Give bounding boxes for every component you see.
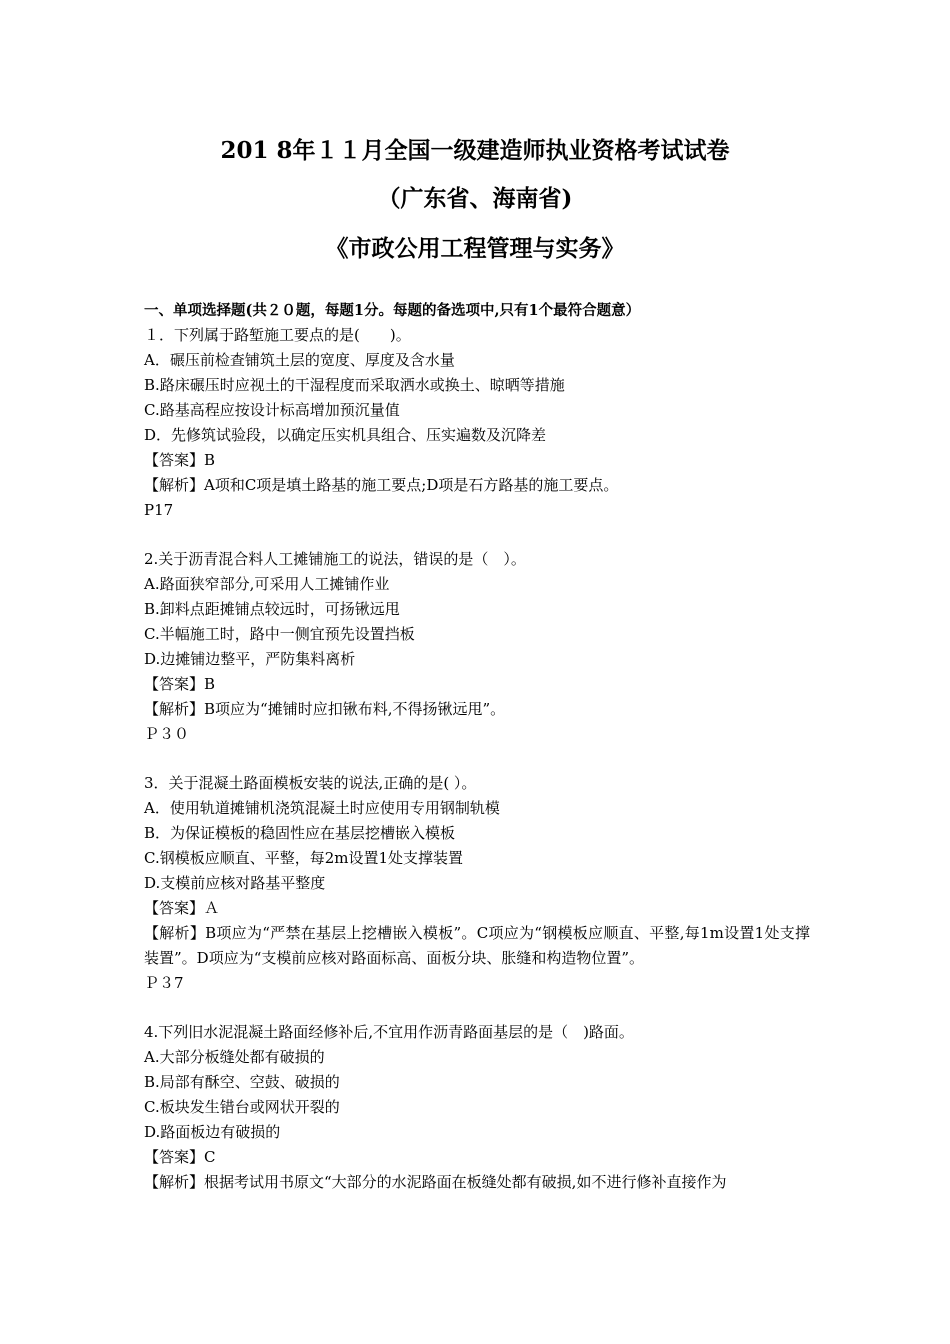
analysis: 【解析】A项和C项是填土路基的施工要点;D项是石方路基的施工要点。 — [144, 476, 619, 494]
page-reference: P17 — [144, 501, 174, 519]
analysis: 【解析】根据考试用书原文“大部分的水泥路面在板缝处都有破损,如不进行修补直接作为 — [144, 1173, 727, 1191]
page-reference: Ｐ３7 — [144, 974, 184, 992]
option-d: D．先修筑试验段，以确定压实机具组合、压实遍数及沉降差 — [144, 426, 547, 444]
section-heading: 一、单项选择题(共２０题，每题1分。每题的备选项中,只有1个最符合题意） — [144, 302, 641, 319]
option-b: B．为保证模板的稳固性应在基层挖槽嵌入模板 — [144, 824, 456, 842]
exam-region: （广东省、海南省) — [377, 185, 573, 212]
analysis: 【解析】B项应为“摊铺时应扣锹布料,不得扬锹远甩”。 — [144, 700, 506, 718]
option-b: B.局部有酥空、空鼓、破损的 — [144, 1073, 340, 1091]
spacer — [144, 996, 810, 1020]
question-3 — [144, 771, 810, 996]
option-a: A．使用轨道摊铺机浇筑混凝土时应使用专用钢制轨模 — [144, 799, 500, 817]
answer: 【答案】Ａ — [144, 899, 220, 917]
question-2 — [144, 547, 810, 747]
exam-subject: 《市政公用工程管理与实务》 — [325, 235, 625, 262]
page-reference: Ｐ３０ — [144, 725, 190, 743]
option-c: C.钢模板应顺直、平整，每2m设置1处支撑装置 — [144, 849, 464, 867]
spacer — [144, 523, 810, 547]
option-d: D.支模前应核对路基平整度 — [144, 874, 326, 892]
option-a: A.路面狭窄部分,可采用人工摊铺作业 — [144, 575, 390, 593]
option-b: B.卸料点距摊铺点较远时，可扬锹远甩 — [144, 600, 400, 618]
option-a: A.大部分板缝处都有破损的 — [144, 1048, 325, 1066]
question-stem: 3．关于混凝土路面模板安装的说法,正确的是( ）。 — [144, 774, 477, 792]
option-b: B.路床碾压时应视土的干湿程度而采取洒水或换土、晾晒等措施 — [144, 376, 565, 394]
spacer — [144, 747, 810, 771]
answer: 【答案】B — [144, 451, 216, 469]
answer: 【答案】C — [144, 1148, 216, 1166]
option-c: C.半幅施工时，路中一侧宜预先设置挡板 — [144, 625, 415, 643]
question-4 — [144, 1020, 810, 1195]
question-stem: １．下列属于路堑施工要点的是( )。 — [144, 326, 411, 344]
option-c: C.板块发生错台或网状开裂的 — [144, 1098, 340, 1116]
question-list — [144, 323, 810, 1195]
answer: 【答案】B — [144, 675, 216, 693]
option-a: A．碾压前检查铺筑土层的宽度、厚度及含水量 — [144, 351, 455, 369]
option-c: C.路基高程应按设计标高增加预沉量值 — [144, 401, 400, 419]
exam-title: 201 8年１１月全国一级建造师执业资格考试试卷 — [220, 137, 730, 164]
option-d: D.路面板边有破损的 — [144, 1123, 281, 1141]
question-stem: 2.关于沥青混合料人工摊铺施工的说法，错误的是（ ）。 — [144, 550, 526, 568]
question-stem: 4.下列旧水泥混凝土路面经修补后,不宜用作沥青路面基层的是（ )路面。 — [144, 1023, 634, 1041]
option-d: D.边摊铺边整平，严防集料离析 — [144, 650, 356, 668]
question-1 — [144, 323, 810, 523]
analysis: 【解析】B项应为“严禁在基层上挖槽嵌入模板”。C项应为“钢模板应顺直、平整,每1m设置1处支撑装置”。D项应为“支模前应核对路面标高、面板分块、胀缝和构造物位置”。 — [144, 924, 810, 967]
